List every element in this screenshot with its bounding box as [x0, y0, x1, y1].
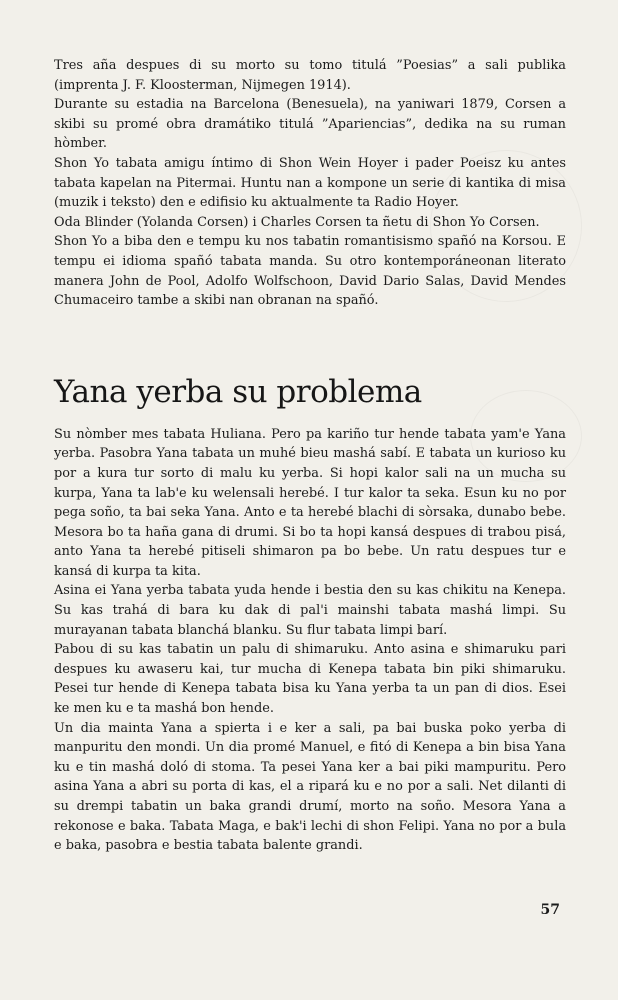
intro-text-block	[54, 56, 566, 311]
paragraph: Shon Yo tabata amigu íntimo di Shon Wein Hoyer i pader Poeisz ku antes tabata kapelan na Pitermai. Huntu nan a kompone un serie di kantika di misa (muzik i teksto) den e edifisio ku aktualmente ta Radio Hoyer.	[54, 155, 566, 211]
page-number: 57	[540, 902, 560, 918]
paragraph: Tres aña despues di su morto su tomo titulá ”Poesias” a sali publika (imprenta J. F. Kloosterman, Nijmegen 1914).	[54, 58, 566, 93]
paragraph: Un dia mainta Yana a spierta i e ker a sali, pa bai buska poko yerba di manpuritu den mondi. Un dia promé Manuel, e fitó di Kenepa a bin bisa Yana ku e tin mashá doló di stoma. Ta pesei Yana ker a bai piki mampuritu. Pero asina Yana a abri su porta di kas, el a ripará ku e no por a sali. Net dilanti di su drempi tabatin un baka grandi drumí, morto na soño. Mesora Yana a rekonose e baka. Tabata Maga, e bak'i lechi di shon Felipi. Yana no por a bula e baka, pasobra e bestia tabata balente grandi.	[54, 720, 566, 854]
paragraph: Su nòmber mes tabata Huliana. Pero pa kariño tur hende tabata yam'e Yana yerba. Pasobra Yana tabata un muhé bieu mashá sabí. E tabata un kurioso ku por a kura tur sorto di malu ku yerba. Si hopi kalor sali na un mucha su kurpa, Yana ta lab'e ku welensali herebé. I tur kalor ta seka. Esun ku no por pega soño, ta bai seka Yana. Anto e ta herebé blachi di sòrsaka, dunabo bebe. Mesora bo ta haña gana di drumi. Si bo ta hopi kansá despues di trabou pisá, anto Yana ta herebé pitiseli shimaron pa bo bebe. Un ratu despues tur e kansá di kurpa ta kita.	[54, 426, 566, 579]
paragraph: Asina ei Yana yerba tabata yuda hende i bestia den su kas chikitu na Kenepa. Su kas trahá di bara ku dak di pal'i mainshi tabata mashá limpi. Su murayanan tabata blanchá blanku. Su flur tabata limpi barí.	[54, 583, 566, 638]
paragraph: Shon Yo a biba den e tempu ku nos tabatin romantisismo spañó na Korsou. E tempu ei idioma spañó tabata manda. Su otro kontemporáneonan literato manera John de Pool, Adolfo Wolfschoon, David Dario Salas, David Mendes Chumaceiro tambe a skibi nan obranan na spañó.	[54, 234, 566, 309]
book-page	[54, 56, 566, 856]
paragraph: Durante su estadia na Barcelona (Benesuela), na yaniwari 1879, Corsen a skibi su promé obra dramátiko titulá ”Apariencias”, dedika na su ruman hòmber.	[54, 97, 566, 152]
paragraph: Pabou di su kas tabatin un palu di shimaruku. Anto asina e shimaruku pari despues ku awaseru kai, tur mucha di Kenepa tabata bin piki shimaruku. Pesei tur hende di Kenepa tabata bisa ku Yana yerba ta un pan di dios. Esei ke men ku e ta mashá bon hende.	[54, 642, 566, 717]
section-title: Yana yerba su problema	[54, 373, 422, 410]
story-text-block	[54, 425, 566, 856]
paragraph: Oda Blinder (Yolanda Corsen) i Charles Corsen ta ñetu di Shon Yo Corsen.	[54, 214, 540, 230]
